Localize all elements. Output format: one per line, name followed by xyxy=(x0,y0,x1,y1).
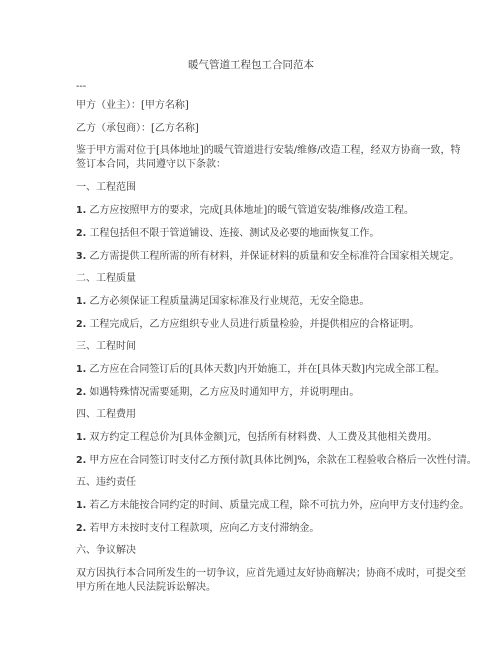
clause-text: 甲方应在合同签订时支付乙方预付款[具体比例]%，余款在工程验收合格后一次性付清。 xyxy=(86,455,477,466)
section-heading: 四、工程费用 xyxy=(76,409,136,420)
clause-text: 乙方需提供工程所需的所有材料，并保证材料的质量和安全标准符合国家相关规定。 xyxy=(86,251,460,262)
clause-number: 2. xyxy=(76,228,87,239)
party-a-line: 甲方（业主）：[甲方名称] xyxy=(76,100,189,111)
clause-text: 乙方应按照甲方的要求，完成[具体地址]的暖气管道安装/维修/改造工程。 xyxy=(86,205,414,216)
clause-number: 2. xyxy=(76,387,87,398)
clause-item xyxy=(76,522,319,536)
clause-text: 工程包括但不限于管道铺设、连接、测试及必要的地面恢复工作。 xyxy=(86,228,380,239)
clause-item xyxy=(76,499,469,513)
clause-text: 乙方必须保证工程质量满足国家标准及行业规范，无安全隐患。 xyxy=(86,296,370,307)
clause-number: 3. xyxy=(76,251,87,262)
closing-line-1: 双方因执行本合同所发生的一切争议，应首先通过友好协商解决；协商不成时，可提交至 xyxy=(76,568,466,579)
document-title: 暖气管道工程包工合同范本 xyxy=(188,59,314,71)
clause-item xyxy=(76,386,359,400)
clause-item xyxy=(76,454,477,468)
clause-text: 若乙方未能按合同约定的时间、质量完成工程，除不可抗力外，应向甲方支付违约金。 xyxy=(86,500,470,511)
preamble-line-2: 签订本合同，共同遵守以下条款： xyxy=(76,159,226,170)
clause-text: 乙方应在合同签订后的[具体天数]内开始施工，并在[具体天数]内完成全部工程。 xyxy=(86,364,446,375)
clause-item xyxy=(76,250,459,264)
closing-line-2: 甲方所在地人民法院诉讼解决。 xyxy=(76,582,216,593)
section-heading: 一、工程范围 xyxy=(76,182,136,193)
separator: --- xyxy=(76,81,87,92)
clause-text: 双方约定工程总价为[具体金额]元，包括所有材料费、人工费及其他相关费用。 xyxy=(86,432,438,443)
clause-item xyxy=(76,295,369,309)
clause-item xyxy=(76,431,437,445)
clause-text: 工程完成后，乙方应组织专业人员进行质量检验，并提供相应的合格证明。 xyxy=(86,319,420,330)
section-heading: 二、工程质量 xyxy=(76,273,136,284)
clause-item xyxy=(76,204,414,218)
clause-number: 1. xyxy=(76,296,87,307)
section-heading: 六、争议解决 xyxy=(76,545,136,556)
preamble-line-1: 鉴于甲方需对位于[具体地址]的暖气管道进行安装/维修/改造工程，经双方协商一致，特 xyxy=(76,145,461,156)
clause-number: 2. xyxy=(76,455,87,466)
clause-number: 1. xyxy=(76,205,87,216)
clause-item xyxy=(76,227,379,241)
clause-number: 2. xyxy=(76,319,87,330)
clause-number: 1. xyxy=(76,432,87,443)
clause-number: 1. xyxy=(76,364,87,375)
clause-text: 如遇特殊情况需要延期，乙方应及时通知甲方，并说明理由。 xyxy=(86,387,360,398)
section-heading: 五、违约责任 xyxy=(76,477,136,488)
clause-number: 2. xyxy=(76,523,87,534)
section-heading: 三、工程时间 xyxy=(76,341,136,352)
clause-item xyxy=(76,318,419,332)
clause-text: 若甲方未按时支付工程款项，应向乙方支付滞纳金。 xyxy=(86,523,320,534)
clause-item xyxy=(76,363,445,377)
party-b-line: 乙方（承包商）：[乙方名称] xyxy=(76,123,199,134)
clause-number: 1. xyxy=(76,500,87,511)
